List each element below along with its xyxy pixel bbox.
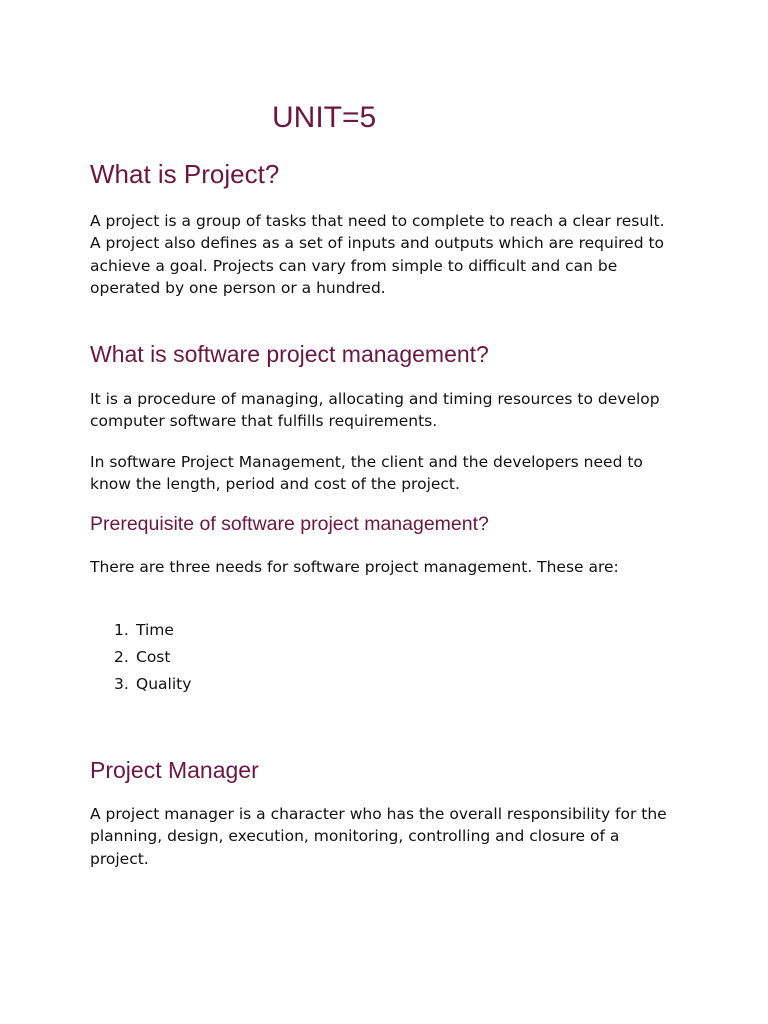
paragraph-project-definition: A project is a group of tasks that need to complete to reach a clear result. A project also defines as a set of inputs and outputs which are required to achieve a goal. Projects can vary from simple to difficult and can be operated by one person or a hundred. bbox=[90, 212, 665, 297]
list-item-text: Cost bbox=[136, 648, 171, 666]
unit-title: UNIT=5 bbox=[272, 101, 377, 134]
heading-software-project-management: What is software project management? bbox=[90, 341, 489, 367]
list-item-text: Quality bbox=[136, 675, 192, 693]
list-item-number: 3. bbox=[114, 675, 129, 693]
paragraph-three-needs: There are three needs for software project management. These are: bbox=[90, 558, 619, 576]
list-item bbox=[90, 618, 191, 645]
list-item-text: Time bbox=[136, 621, 174, 639]
list-item bbox=[90, 672, 191, 699]
heading-prerequisite: Prerequisite of software project management? bbox=[90, 513, 489, 535]
list-item-number: 1. bbox=[114, 621, 129, 639]
paragraph-spm-definition: It is a procedure of managing, allocating and timing resources to develop computer software that fulfills requirements. bbox=[90, 390, 660, 431]
paragraph-spm-client: In software Project Management, the client and the developers need to know the length, period and cost of the project. bbox=[90, 453, 643, 494]
list-item bbox=[90, 645, 191, 672]
list-item-number: 2. bbox=[114, 648, 129, 666]
heading-what-is-project: What is Project? bbox=[90, 159, 280, 189]
heading-project-manager: Project Manager bbox=[90, 757, 259, 783]
paragraph-project-manager: A project manager is a character who has the overall responsibility for the planning, design, execution, monitoring, controlling and closure of a project. bbox=[90, 805, 667, 868]
needs-list bbox=[90, 618, 191, 699]
